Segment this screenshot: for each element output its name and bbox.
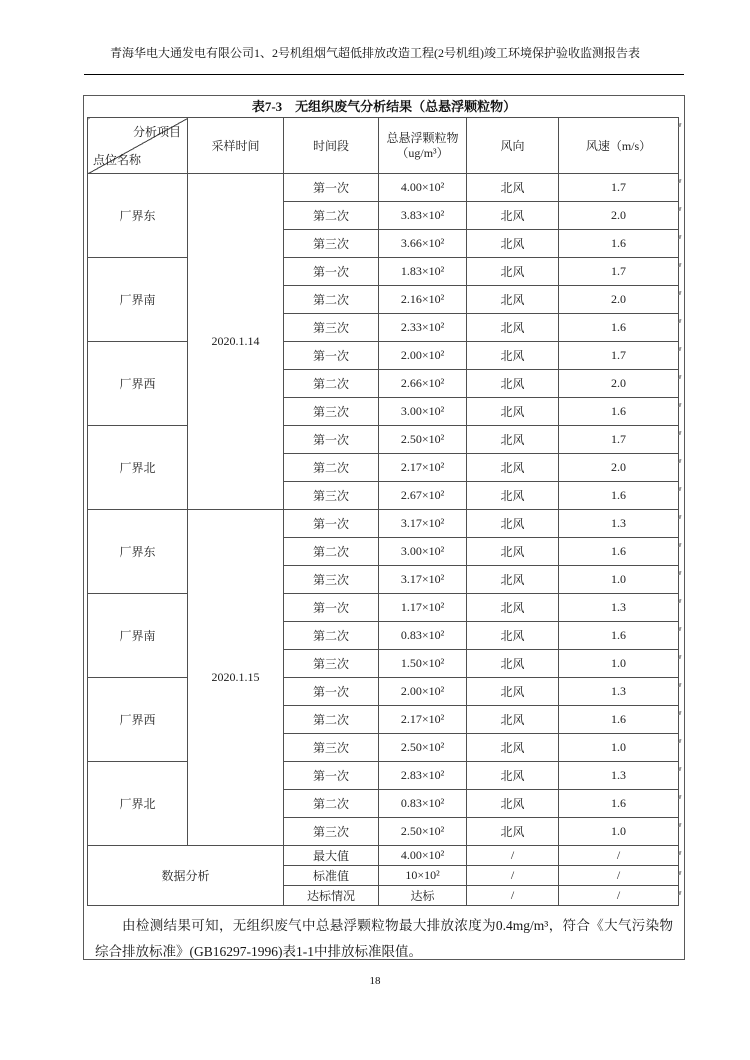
row-end-mark <box>678 174 683 202</box>
table-row <box>88 510 679 538</box>
analysis-label-cell: 数据分析 <box>88 846 284 906</box>
page-number: 18 <box>369 975 381 987</box>
cell-wind-direction: 北风 <box>467 314 559 342</box>
column-header-period: 时间段 <box>284 118 379 174</box>
cell-wind-direction: 北风 <box>467 202 559 230</box>
document-header-title: 青海华电大通发电有限公司1、2号机组烟气超低排放改造工程(2号机组)竣工环境保护验收监测报告表 <box>110 46 640 60</box>
cell-period: 第二次 <box>284 706 379 734</box>
cell-period: 第三次 <box>284 566 379 594</box>
cell-analysis-item: 标准值 <box>284 866 379 886</box>
cell-wind-direction: 北风 <box>467 258 559 286</box>
row-end-mark <box>678 426 683 454</box>
date-cell: 2020.1.15 <box>188 510 284 846</box>
cell-wind-direction: 北风 <box>467 510 559 538</box>
row-end-mark <box>678 678 683 706</box>
row-end-mark <box>678 886 683 906</box>
cell-wind-direction: 北风 <box>467 818 559 846</box>
cell-period: 第二次 <box>284 370 379 398</box>
column-header-wind-speed: 风速（m/s） <box>559 118 679 174</box>
cell-period: 第二次 <box>284 286 379 314</box>
results-table-body <box>88 118 679 906</box>
cell-tsp-value: 1.50×10² <box>379 650 467 678</box>
cell-period: 第一次 <box>284 510 379 538</box>
table-row <box>88 174 679 202</box>
cell-tsp-value: 1.17×10² <box>379 594 467 622</box>
column-header-tsp-line1: 总悬浮颗粒物 <box>386 130 459 145</box>
cell-wind-direction: 北风 <box>467 174 559 202</box>
cell-wind-speed: 2.0 <box>559 370 679 398</box>
row-end-marks <box>678 118 683 906</box>
cell-tsp-value: 2.17×10² <box>379 454 467 482</box>
location-cell: 厂界北 <box>88 426 188 510</box>
corner-label-site-name: 点位名称 <box>93 153 142 167</box>
cell-period: 第三次 <box>284 314 379 342</box>
row-end-mark <box>678 202 683 230</box>
cell-tsp-value: 2.50×10² <box>379 734 467 762</box>
cell-wind-speed: 2.0 <box>559 286 679 314</box>
location-cell: 厂界西 <box>88 342 188 426</box>
cell-wind-speed: 1.7 <box>559 258 679 286</box>
cell-tsp-value: 3.83×10² <box>379 202 467 230</box>
table-caption: 表7-3 无组织废气分析结果（总悬浮颗粒物） <box>251 99 517 114</box>
cell-analysis-speed: / <box>559 886 679 906</box>
cell-wind-direction: 北风 <box>467 650 559 678</box>
row-end-mark <box>678 230 683 258</box>
cell-wind-speed: 1.0 <box>559 734 679 762</box>
cell-wind-direction: 北风 <box>467 594 559 622</box>
location-cell: 厂界东 <box>88 510 188 594</box>
cell-wind-speed: 1.3 <box>559 594 679 622</box>
cell-tsp-value: 4.00×10² <box>379 174 467 202</box>
cell-period: 第二次 <box>284 202 379 230</box>
cell-tsp-value: 2.17×10² <box>379 706 467 734</box>
cell-wind-direction: 北风 <box>467 538 559 566</box>
cell-wind-direction: 北风 <box>467 762 559 790</box>
cell-wind-speed: 1.3 <box>559 762 679 790</box>
row-end-mark <box>678 866 683 886</box>
conclusion-text: 由检测结果可知，无组织废气中总悬浮颗粒物最大排放浓度为0.4mg/m³，符合《大气污染物综合排放标准》(GB16297-1996)表1-1中排放标准限值。 <box>95 918 673 959</box>
row-end-mark <box>678 566 683 594</box>
row-end-mark <box>678 706 683 734</box>
cell-tsp-value: 3.66×10² <box>379 230 467 258</box>
cell-wind-speed: 1.6 <box>559 538 679 566</box>
row-end-mark <box>678 846 683 866</box>
cell-period: 第二次 <box>284 790 379 818</box>
cell-analysis-speed: / <box>559 846 679 866</box>
cell-wind-speed: 1.6 <box>559 790 679 818</box>
cell-tsp-value: 2.16×10² <box>379 286 467 314</box>
cell-period: 第二次 <box>284 538 379 566</box>
cell-period: 第一次 <box>284 258 379 286</box>
cell-wind-speed: 1.6 <box>559 398 679 426</box>
cell-period: 第一次 <box>284 426 379 454</box>
cell-wind-speed: 1.6 <box>559 230 679 258</box>
cell-wind-direction: 北风 <box>467 398 559 426</box>
cell-period: 第一次 <box>284 174 379 202</box>
table-header-row <box>88 118 679 174</box>
cell-wind-speed: 1.3 <box>559 678 679 706</box>
row-end-mark <box>678 398 683 426</box>
cell-tsp-value: 0.83×10² <box>379 622 467 650</box>
cell-wind-speed: 1.7 <box>559 174 679 202</box>
location-cell: 厂界北 <box>88 762 188 846</box>
cell-period: 第二次 <box>284 454 379 482</box>
column-header-sample-time: 采样时间 <box>188 118 284 174</box>
cell-period: 第一次 <box>284 678 379 706</box>
location-cell: 厂界东 <box>88 174 188 258</box>
cell-analysis-tsp: 达标 <box>379 886 467 906</box>
location-cell: 厂界南 <box>88 594 188 678</box>
cell-wind-direction: 北风 <box>467 734 559 762</box>
row-end-mark <box>678 454 683 482</box>
cell-tsp-value: 2.83×10² <box>379 762 467 790</box>
cell-wind-speed: 1.0 <box>559 566 679 594</box>
corner-cell <box>88 118 188 174</box>
cell-period: 第三次 <box>284 818 379 846</box>
date-cell: 2020.1.14 <box>188 174 284 510</box>
cell-wind-speed: 1.7 <box>559 342 679 370</box>
table-row <box>88 426 679 454</box>
cell-wind-direction: 北风 <box>467 566 559 594</box>
corner-label-analysis-item: 分析项目 <box>132 125 181 139</box>
cell-analysis-tsp: 10×10² <box>379 866 467 886</box>
cell-period: 第二次 <box>284 622 379 650</box>
cell-tsp-value: 2.00×10² <box>379 678 467 706</box>
cell-tsp-value: 3.17×10² <box>379 566 467 594</box>
row-end-mark <box>678 370 683 398</box>
cell-wind-direction: 北风 <box>467 342 559 370</box>
cell-period: 第一次 <box>284 342 379 370</box>
cell-period: 第一次 <box>284 594 379 622</box>
cell-wind-direction: 北风 <box>467 678 559 706</box>
cell-period: 第三次 <box>284 650 379 678</box>
cell-period: 第三次 <box>284 230 379 258</box>
cell-tsp-value: 3.17×10² <box>379 510 467 538</box>
location-cell: 厂界西 <box>88 678 188 762</box>
cell-wind-direction: 北风 <box>467 482 559 510</box>
cell-wind-direction: 北风 <box>467 286 559 314</box>
cell-tsp-value: 2.00×10² <box>379 342 467 370</box>
cell-tsp-value: 3.00×10² <box>379 398 467 426</box>
row-end-mark <box>678 342 683 370</box>
row-end-mark <box>678 594 683 622</box>
row-end-mark <box>678 510 683 538</box>
conclusion-block <box>84 906 684 965</box>
cell-analysis-speed: / <box>559 866 679 886</box>
cell-wind-speed: 1.6 <box>559 314 679 342</box>
cell-analysis-wind: / <box>467 866 559 886</box>
cell-period: 第三次 <box>284 734 379 762</box>
cell-analysis-item: 达标情况 <box>284 886 379 906</box>
cell-wind-direction: 北风 <box>467 454 559 482</box>
cell-tsp-value: 1.83×10² <box>379 258 467 286</box>
table-row <box>88 342 679 370</box>
cell-wind-direction: 北风 <box>467 790 559 818</box>
cell-wind-speed: 1.6 <box>559 706 679 734</box>
location-cell: 厂界南 <box>88 258 188 342</box>
row-end-mark <box>678 258 683 286</box>
row-end-mark <box>678 538 683 566</box>
table-row <box>88 258 679 286</box>
report-form-cell <box>83 95 685 960</box>
cell-wind-speed: 2.0 <box>559 454 679 482</box>
cell-tsp-value: 2.67×10² <box>379 482 467 510</box>
row-end-mark <box>678 118 683 174</box>
cell-wind-speed: 1.0 <box>559 818 679 846</box>
table-row <box>88 762 679 790</box>
analysis-row <box>88 846 679 866</box>
row-end-mark <box>678 818 683 846</box>
cell-tsp-value: 2.50×10² <box>379 426 467 454</box>
cell-wind-speed: 1.7 <box>559 426 679 454</box>
row-end-mark <box>678 482 683 510</box>
cell-wind-direction: 北风 <box>467 230 559 258</box>
cell-tsp-value: 2.66×10² <box>379 370 467 398</box>
column-header-tsp <box>379 118 467 174</box>
cell-wind-direction: 北风 <box>467 622 559 650</box>
row-end-mark <box>678 314 683 342</box>
cell-wind-speed: 1.3 <box>559 510 679 538</box>
cell-wind-speed: 2.0 <box>559 202 679 230</box>
cell-tsp-value: 2.50×10² <box>379 818 467 846</box>
cell-wind-direction: 北风 <box>467 706 559 734</box>
row-end-mark <box>678 790 683 818</box>
cell-wind-direction: 北风 <box>467 370 559 398</box>
cell-wind-direction: 北风 <box>467 426 559 454</box>
cell-tsp-value: 0.83×10² <box>379 790 467 818</box>
results-table <box>87 117 679 906</box>
row-end-mark <box>678 286 683 314</box>
cell-analysis-tsp: 4.00×10² <box>379 846 467 866</box>
column-header-tsp-line2: （ug/m³） <box>396 145 449 160</box>
table-row <box>88 594 679 622</box>
header-rule <box>84 74 684 75</box>
cell-wind-speed: 1.6 <box>559 482 679 510</box>
cell-analysis-item: 最大值 <box>284 846 379 866</box>
row-end-mark <box>678 734 683 762</box>
cell-tsp-value: 3.00×10² <box>379 538 467 566</box>
row-end-mark <box>678 622 683 650</box>
table-row <box>88 678 679 706</box>
row-end-mark <box>678 650 683 678</box>
cell-analysis-wind: / <box>467 846 559 866</box>
cell-period: 第三次 <box>284 398 379 426</box>
cell-period: 第一次 <box>284 762 379 790</box>
row-end-mark <box>678 762 683 790</box>
cell-wind-speed: 1.0 <box>559 650 679 678</box>
cell-analysis-wind: / <box>467 886 559 906</box>
cell-wind-speed: 1.6 <box>559 622 679 650</box>
column-header-wind-direction: 风向 <box>467 118 559 174</box>
cell-tsp-value: 2.33×10² <box>379 314 467 342</box>
cell-period: 第三次 <box>284 482 379 510</box>
